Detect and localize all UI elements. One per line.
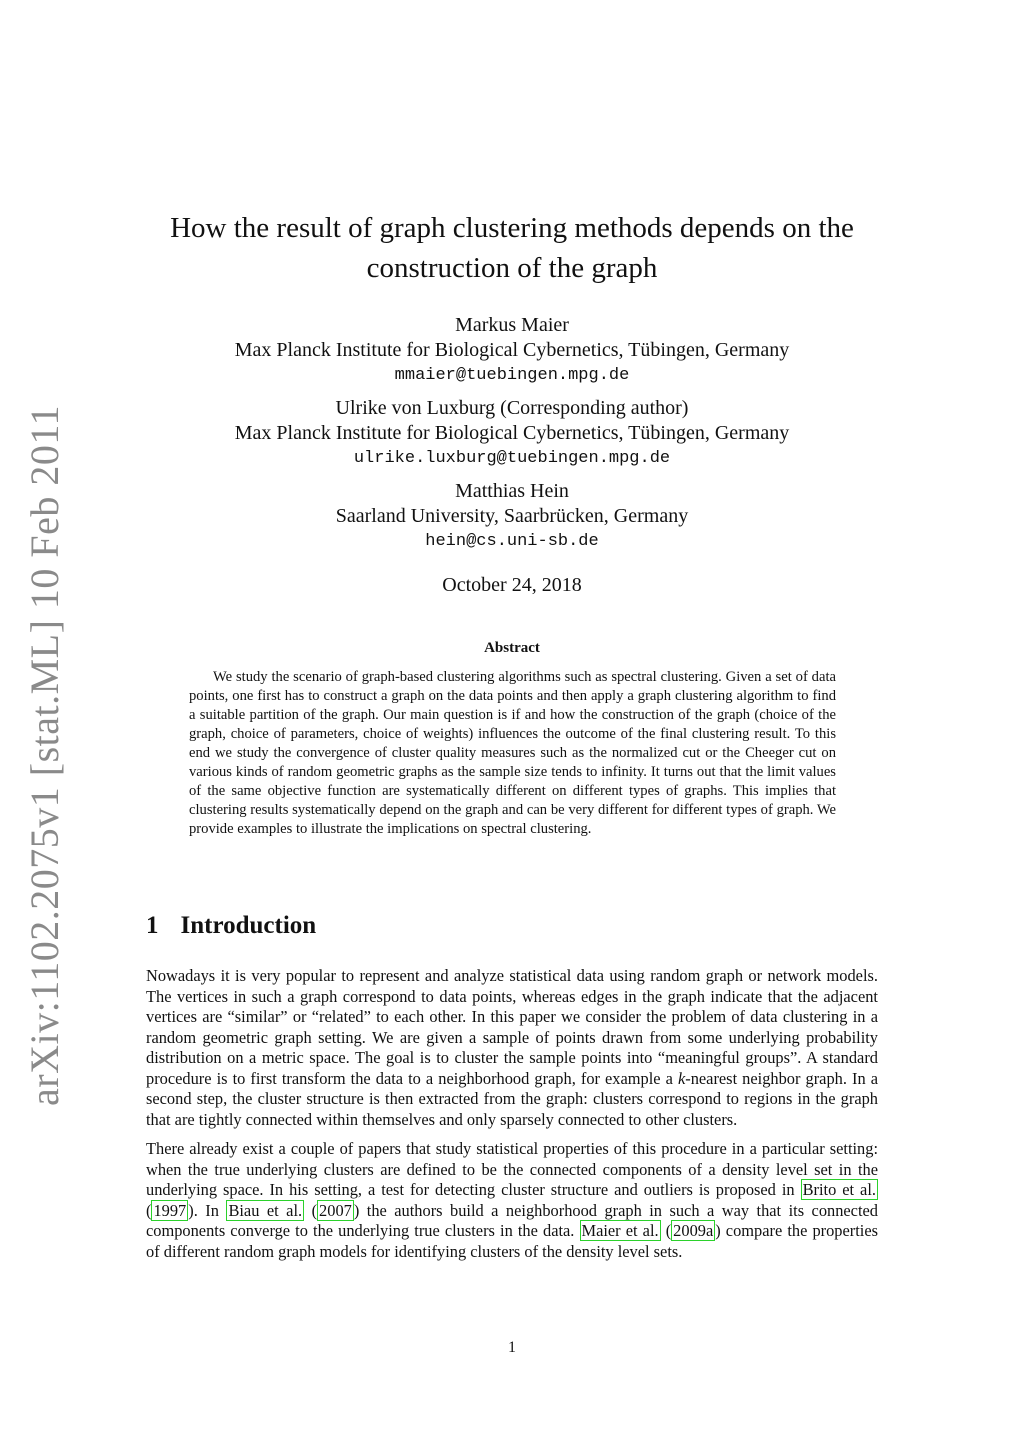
author-block xyxy=(120,396,904,471)
citation-link-maier[interactable]: Maier et al. xyxy=(581,1221,659,1240)
section-title: Introduction xyxy=(180,912,317,939)
section-number: 1 xyxy=(146,912,159,939)
intro-paragraph-2: There already exist a couple of papers that study statistical properties of this procedure in a particular setting: when the true underlying clusters are defined to be the connected components of a density level set in the underlying space. In his setting, a test for detecting cluster structure and outliers is proposed in Brito et al. ( 1997 ). In Biau et al. ( 2007 ) the authors build a neighborhood graph in such a way that its connected components converge to the underlying true clusters in the data. Maier et al. ( 2009a ) compare the properties of different random graph models for identifying clusters of the density level sets. xyxy=(146,1139,878,1261)
author-list xyxy=(120,313,904,562)
intro-paragraph-1 xyxy=(146,966,878,1130)
author-name: Matthias Hein xyxy=(455,480,569,502)
author-block xyxy=(120,479,904,554)
arxiv-identifier-stamp xyxy=(14,404,74,1106)
author-email: mmaier@tuebingen.mpg.de xyxy=(394,366,630,385)
section-heading xyxy=(146,912,316,940)
author-affiliation: Saarland University, Saarbrücken, Germany xyxy=(335,505,689,527)
author-email: hein@cs.uni-sb.de xyxy=(425,532,599,551)
abstract-heading: Abstract xyxy=(484,640,540,656)
arxiv-identifier-text: arXiv:1102.2075v1 [stat.ML] 10 Feb 2011 xyxy=(21,404,67,1106)
paper-title-line-1: How the result of graph clustering methods depends on the xyxy=(170,212,854,244)
author-name: Ulrike von Luxburg (Corresponding author) xyxy=(335,397,689,419)
paper-title-line-2: construction of the graph xyxy=(366,252,658,284)
author-block xyxy=(120,313,904,388)
citation-link-biau[interactable]: Biau et al. xyxy=(228,1200,303,1220)
author-affiliation: Max Planck Institute for Biological Cybernetics, Tübingen, Germany xyxy=(234,422,790,444)
abstract-text: We study the scenario of graph-based clustering algorithms such as spectral clustering. Given a set of data points, one first has to construct a graph on the data points and then apply a graph clustering algorithm to find a suitable partition of the graph. Our main question is if and how the construction of the graph (choice of the graph, choice of parameters, choice of weights) influences the outcome of the final clustering result. To this end we study the convergence of cluster quality measures such as the normalized cut or the Cheeger cut on various kinds of random geometric graphs as the sample size tends to infinity. It turns out that the limit values of the same objective function are systematically different on different types of graphs. This implies that clustering results systematically depend on the graph and can be very different for different types of graph. We provide examples to illustrate the implications on spectral clustering. xyxy=(189,669,836,837)
intro-p1-k-variable: k xyxy=(677,1068,686,1088)
intro-p2-text-a: There already exist a couple of papers that study statistical properties of this procedure in a particular setting: when the true underlying clusters are defined to be the connected components of a density level set in the underlying space. In his setting, a test for detecting cluster structure and outliers is proposed in xyxy=(146,1139,878,1199)
introduction-body xyxy=(146,966,878,1271)
author-email: ulrike.luxburg@tuebingen.mpg.de xyxy=(353,449,671,468)
paper-date: October 24, 2018 xyxy=(442,574,582,596)
citation-year-link-brito[interactable]: 1997 xyxy=(153,1200,187,1220)
intro-p2-text-d: compare the properties of different random graph models for identifying clusters of the density level sets. xyxy=(146,1221,878,1261)
citation-link-brito[interactable]: Brito et al. xyxy=(802,1180,876,1199)
intro-p2-text-b: . In xyxy=(193,1200,227,1220)
intro-p1-text-a: Nowadays it is very popular to represent and analyze statistical data using random graph or network models. The vertices in such a graph correspond to data points, whereas edges in the graph indicate that the adjacent vertices are “similar” or “related” to each other. In this paper we consider the problem of data clustering in a random geometric graph setting. We are given a sample of points drawn from some underlying probability distribution on a metric space. The goal is to cluster the sample points into “meaningful groups”. A standard procedure is to first transform the data to a neighborhood graph, for example a xyxy=(146,966,878,1088)
paper-title xyxy=(120,208,904,288)
citation-year-link-maier[interactable]: 2009a xyxy=(673,1221,714,1240)
intro-p1-text-b: -nearest neighbor graph. In a second step, the cluster structure is then extracted from the graph: clusters correspond to regions in the graph that are tightly connected within themselves and only sparsely connected to other clusters. xyxy=(146,1068,878,1129)
citation-year-link-biau[interactable]: 2007 xyxy=(319,1200,352,1220)
intro-p2-text-c: the authors build a neighborhood graph in such a way that its connected components converge to the underlying true clusters in the data. xyxy=(146,1200,878,1240)
author-affiliation: Max Planck Institute for Biological Cybernetics, Tübingen, Germany xyxy=(234,339,790,361)
page-number: 1 xyxy=(508,1339,516,1356)
author-name: Markus Maier xyxy=(455,314,569,336)
